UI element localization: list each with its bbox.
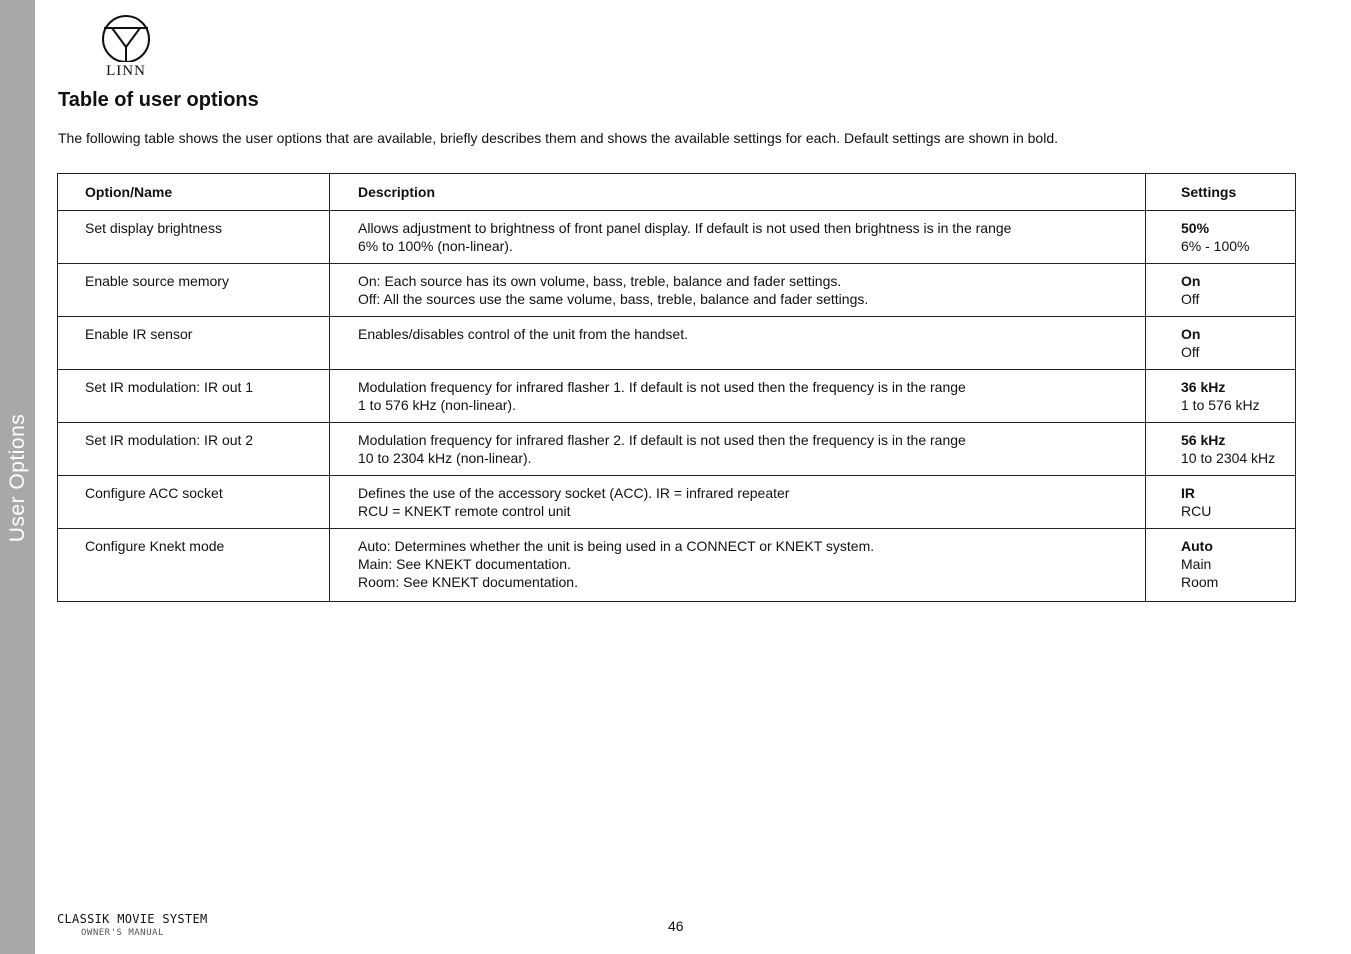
description-line: On: Each source has its own volume, bass, treble, balance and fader settings. — [358, 273, 842, 289]
settings-cell — [1146, 529, 1296, 602]
table-row — [58, 317, 1296, 370]
linn-logo-icon — [99, 14, 153, 62]
setting-value: Room — [1181, 574, 1219, 590]
description-line: Modulation frequency for infrared flasher 1. If default is not used then the frequency is in the range — [358, 379, 966, 395]
table-header-row — [58, 174, 1296, 211]
settings-cell — [1146, 211, 1296, 264]
default-setting: 36 kHz — [1181, 379, 1226, 395]
description-line: 1 to 576 kHz (non-linear). — [358, 397, 516, 413]
intro-paragraph: The following table shows the user options that are available, briefly describes them and shows the available settings for each. Default settings are shown in bold. — [58, 130, 1059, 146]
description-line: Room: See KNEKT documentation. — [358, 574, 578, 590]
table-row — [58, 370, 1296, 423]
table-row — [58, 529, 1296, 602]
footer-manual-label: OWNER'S MANUAL — [81, 928, 164, 938]
setting-value: 1 to 576 kHz — [1181, 397, 1260, 413]
section-side-tab-label: User Options — [6, 413, 29, 543]
table-row — [58, 476, 1296, 529]
option-name-cell: Set IR modulation: IR out 1 — [58, 370, 330, 423]
option-name-cell: Enable source memory — [58, 264, 330, 317]
description-line: Allows adjustment to brightness of front panel display. If default is not used then brightness is in the range — [358, 220, 1012, 236]
option-name-cell: Set IR modulation: IR out 2 — [58, 423, 330, 476]
setting-value: Off — [1181, 291, 1200, 307]
description-cell — [330, 529, 1146, 602]
linn-logo-wordmark: LINN — [106, 63, 146, 79]
setting-value: Off — [1181, 344, 1200, 360]
description-line: Main: See KNEKT documentation. — [358, 556, 571, 572]
option-name-cell: Set display brightness — [58, 211, 330, 264]
page-number: 46 — [668, 918, 684, 934]
page-title: Table of user options — [58, 89, 259, 111]
option-name-cell: Configure Knekt mode — [58, 529, 330, 602]
option-name-cell: Enable IR sensor — [58, 317, 330, 370]
description-line: Off: All the sources use the same volume, bass, treble, balance and fader settings. — [358, 291, 869, 307]
description-cell — [330, 370, 1146, 423]
settings-cell — [1146, 370, 1296, 423]
settings-cell — [1146, 476, 1296, 529]
description-line: Enables/disables control of the unit from the handset. — [358, 326, 688, 342]
description-line: 10 to 2304 kHz (non-linear). — [358, 450, 532, 466]
description-cell — [330, 211, 1146, 264]
description-cell — [330, 317, 1146, 370]
settings-cell — [1146, 317, 1296, 370]
settings-cell — [1146, 264, 1296, 317]
default-setting: On — [1181, 273, 1201, 289]
column-header-settings: Settings — [1146, 174, 1296, 211]
description-cell — [330, 476, 1146, 529]
description-line: RCU = KNEKT remote control unit — [358, 503, 571, 519]
description-cell — [330, 423, 1146, 476]
setting-value: 10 to 2304 kHz — [1181, 450, 1276, 466]
setting-value: 6% - 100% — [1181, 238, 1250, 254]
description-line: 6% to 100% (non-linear). — [358, 238, 513, 254]
description-cell — [330, 264, 1146, 317]
section-side-tab — [0, 0, 35, 954]
option-name-cell: Configure ACC socket — [58, 476, 330, 529]
default-setting: 50% — [1181, 220, 1210, 236]
setting-value: Main — [1181, 556, 1212, 572]
default-setting: IR — [1181, 485, 1195, 501]
footer-product-name: CLASSIK MOVIE SYSTEM — [57, 912, 208, 926]
column-header-option-name: Option/Name — [58, 174, 330, 211]
setting-value: RCU — [1181, 503, 1212, 519]
default-setting: Auto — [1181, 538, 1213, 554]
table-row — [58, 211, 1296, 264]
table-row — [58, 264, 1296, 317]
table-row — [58, 423, 1296, 476]
user-options-table — [57, 173, 1296, 602]
settings-cell — [1146, 423, 1296, 476]
description-line: Modulation frequency for infrared flasher 2. If default is not used then the frequency is in the range — [358, 432, 966, 448]
column-header-description: Description — [330, 174, 1146, 211]
description-line: Auto: Determines whether the unit is being used in a CONNECT or KNEKT system. — [358, 538, 875, 554]
linn-logo — [99, 14, 153, 80]
default-setting: On — [1181, 326, 1201, 342]
description-line: Defines the use of the accessory socket (ACC). IR = infrared repeater — [358, 485, 790, 501]
default-setting: 56 kHz — [1181, 432, 1226, 448]
